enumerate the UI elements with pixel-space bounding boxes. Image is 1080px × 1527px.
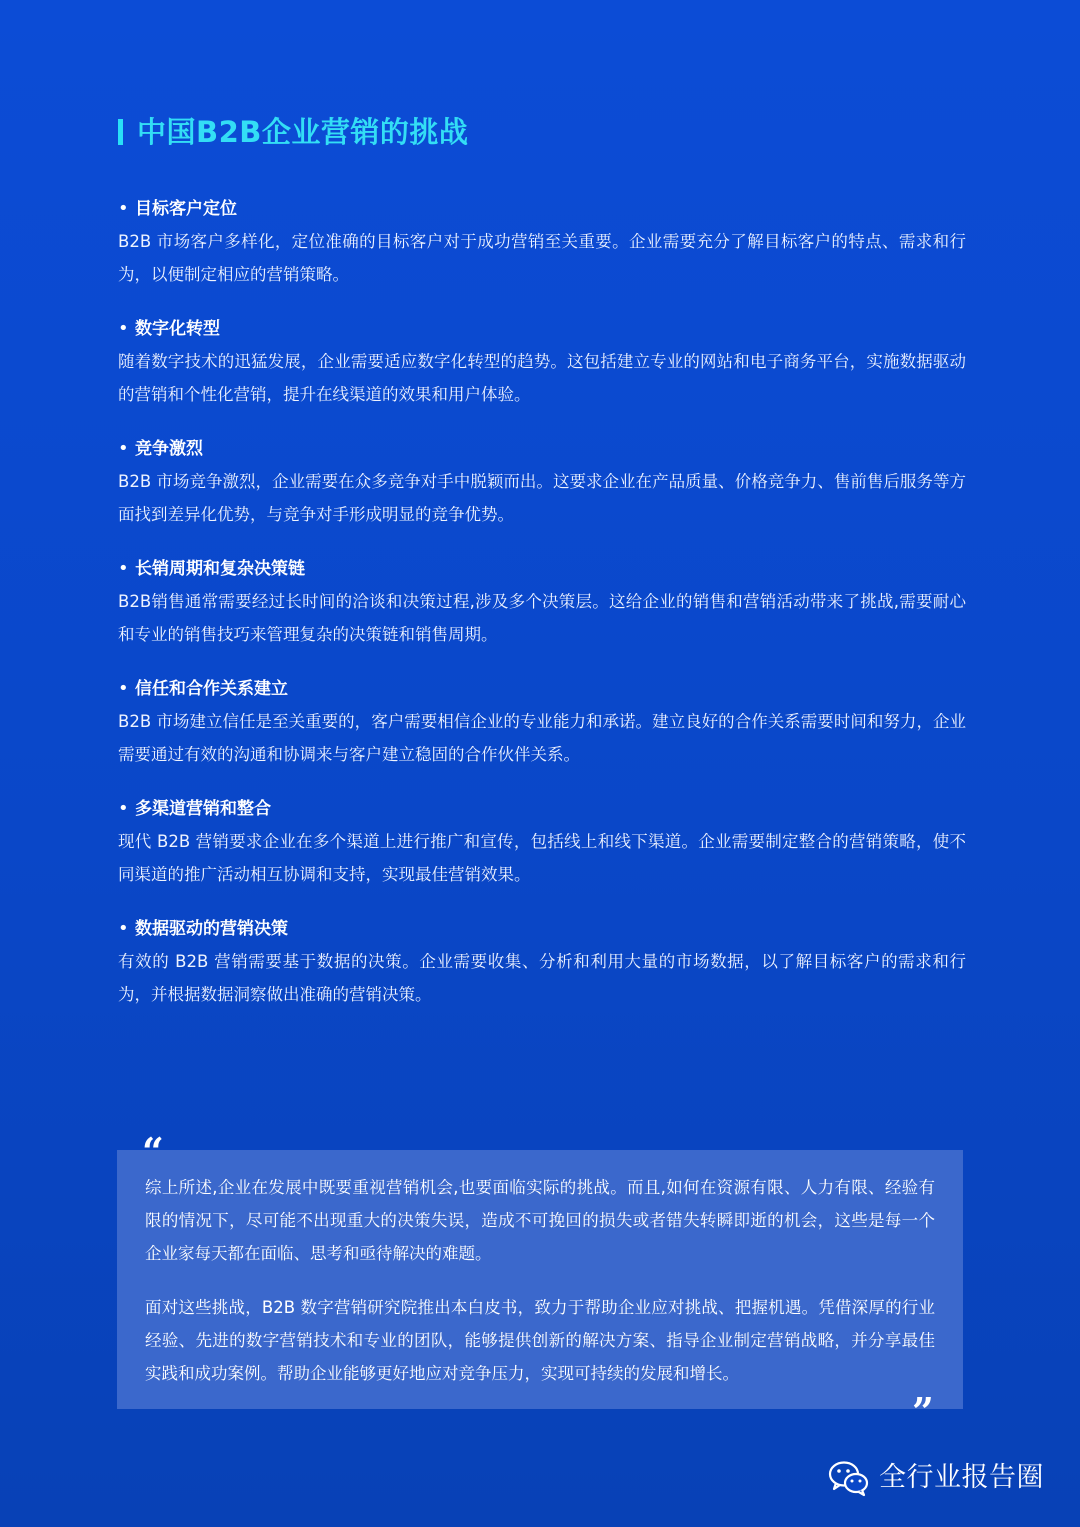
open-quote-icon: “ bbox=[142, 1129, 164, 1174]
source-watermark bbox=[827, 1456, 1044, 1500]
challenge-section bbox=[118, 793, 966, 913]
bullet-icon: • bbox=[118, 798, 129, 819]
bullet-icon: • bbox=[118, 438, 129, 459]
section-body: 有效的 B2B 营销需要基于数据的决策。企业需要收集、分析和利用大量的市场数据，以了解目标客户的需求和行为，并根据数据洞察做出准确的营销决策。 bbox=[118, 952, 966, 1004]
page-title: 中国B2B企业营销的挑战 bbox=[137, 115, 469, 149]
summary-quote-box bbox=[117, 1150, 963, 1409]
section-heading: 信任和合作关系建立 bbox=[135, 679, 288, 699]
watermark-text: 全行业报告圈 bbox=[879, 1462, 1044, 1493]
section-body: B2B销售通常需要经过长时间的洽谈和决策过程,涉及多个决策层。这给企业的销售和营销活动带来了挑战,需要耐心和专业的销售技巧来管理复杂的决策链和销售周期。 bbox=[118, 592, 966, 644]
section-body: B2B 市场竞争激烈，企业需要在众多竞争对手中脱颖而出。这要求企业在产品质量、价格竞争力、售前售后服务等方面找到差异化优势，与竞争对手形成明显的竞争优势。 bbox=[118, 472, 966, 524]
challenge-section bbox=[118, 553, 966, 673]
section-heading: 多渠道营销和整合 bbox=[135, 799, 271, 819]
wechat-icon bbox=[827, 1456, 871, 1500]
section-body: 随着数字技术的迅猛发展，企业需要适应数字化转型的趋势。这包括建立专业的网站和电子商务平台，实施数据驱动的营销和个性化营销，提升在线渠道的效果和用户体验。 bbox=[118, 352, 966, 404]
section-heading: 竞争激烈 bbox=[135, 439, 203, 459]
challenge-section bbox=[118, 193, 966, 313]
section-body: B2B 市场建立信任是至关重要的，客户需要相信企业的专业能力和承诺。建立良好的合作关系需要时间和努力，企业需要通过有效的沟通和协调来与客户建立稳固的合作伙伴关系。 bbox=[118, 712, 966, 764]
section-heading-row bbox=[118, 793, 966, 825]
challenge-section bbox=[118, 433, 966, 553]
bullet-icon: • bbox=[118, 918, 129, 939]
section-heading-row bbox=[118, 673, 966, 705]
section-body: B2B 市场客户多样化，定位准确的目标客户对于成功营销至关重要。企业需要充分了解目标客户的特点、需求和行为，以便制定相应的营销策略。 bbox=[118, 232, 966, 284]
quote-paragraph: 综上所述,企业在发展中既要重视营销机会,也要面临实际的挑战。而且,如何在资源有限、人力有限、经验有限的情况下，尽可能不出现重大的决策失误，造成不可挽回的损失或者错失转瞬即逝的机会，这些是每一个企业家每天都在面临、思考和亟待解决的难题。 bbox=[145, 1178, 935, 1263]
quote-paragraph: 面对这些挑战，B2B 数字营销研究院推出本白皮书，致力于帮助企业应对挑战、把握机遇。凭借深厚的行业经验、先进的数字营销技术和专业的团队，能够提供创新的解决方案、指导企业制定营销战略，并分享最佳实践和成功案例。帮助企业能够更好地应对竞争压力，实现可持续的发展和增长。 bbox=[145, 1298, 935, 1383]
bullet-icon: • bbox=[118, 198, 129, 219]
bullet-icon: • bbox=[118, 558, 129, 579]
section-heading-row bbox=[118, 313, 966, 345]
section-body: 现代 B2B 营销要求企业在多个渠道上进行推广和宣传，包括线上和线下渠道。企业需要制定整合的营销策略，使不同渠道的推广活动相互协调和支持，实现最佳营销效果。 bbox=[118, 832, 966, 884]
close-quote-icon: ” bbox=[912, 1389, 934, 1434]
challenge-section bbox=[118, 313, 966, 433]
page-title-block bbox=[118, 112, 468, 152]
section-heading-row bbox=[118, 553, 966, 585]
section-heading: 数字化转型 bbox=[135, 319, 220, 339]
section-heading-row bbox=[118, 193, 966, 225]
challenge-section bbox=[118, 913, 966, 1033]
title-accent-bar bbox=[118, 119, 123, 145]
bullet-icon: • bbox=[118, 318, 129, 339]
challenge-list bbox=[118, 193, 966, 1033]
bullet-icon: • bbox=[118, 678, 129, 699]
section-heading-row bbox=[118, 433, 966, 465]
section-heading: 长销周期和复杂决策链 bbox=[135, 559, 305, 579]
section-heading: 数据驱动的营销决策 bbox=[135, 919, 288, 939]
section-heading-row bbox=[118, 913, 966, 945]
section-heading: 目标客户定位 bbox=[135, 199, 237, 219]
challenge-section bbox=[118, 673, 966, 793]
